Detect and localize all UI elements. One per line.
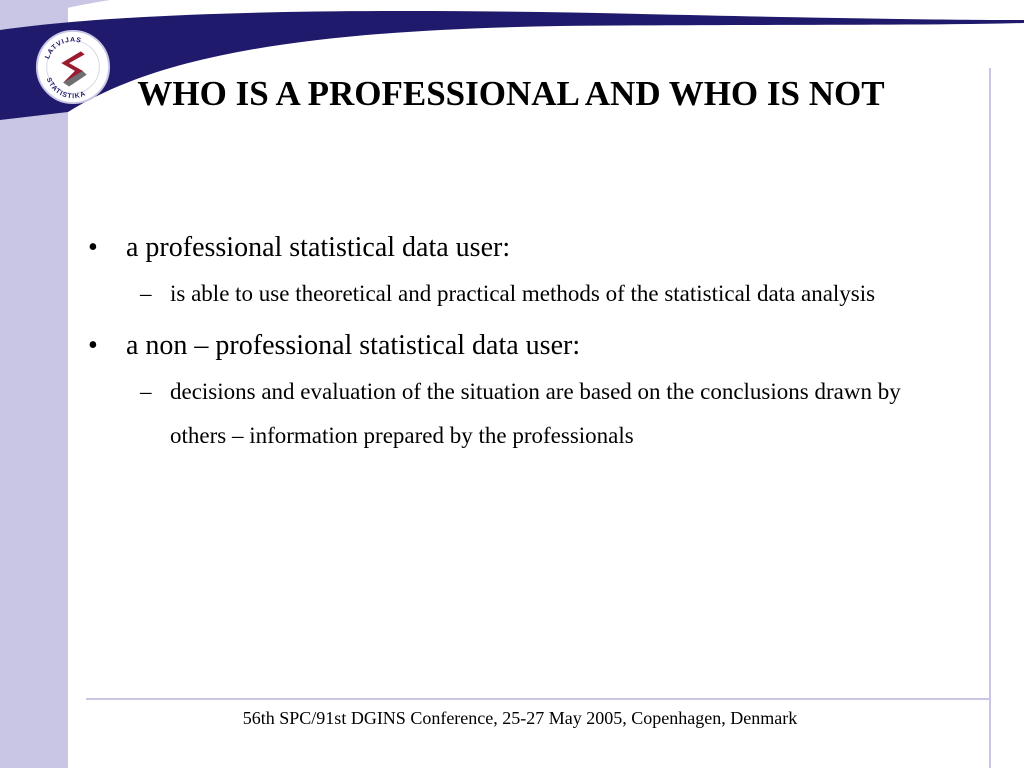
bullet-text: a non – professional statistical data user: <box>126 330 581 361</box>
sub-bullet-text: decisions and evaluation of the situation are based on the conclusions drawn by others – information prepared by the professionals <box>170 379 901 448</box>
footer-divider-line <box>86 698 990 700</box>
sub-bullet-text: is able to use theoretical and practical methods of the statistical data analysis <box>170 281 876 306</box>
slide-footer: 56th SPC/91st DGINS Conference, 25-27 May 2005, Copenhagen, Denmark <box>242 708 798 728</box>
bullet-text: a professional statistical data user: <box>126 232 511 263</box>
dash-mark: – <box>140 379 152 404</box>
slide-title: WHO IS A PROFESSIONAL AND WHO IS NOT <box>137 74 885 113</box>
dash-mark: – <box>140 281 152 306</box>
bullet-item <box>88 226 908 270</box>
bullet-mark: • <box>88 232 98 263</box>
bullet-mark: • <box>88 330 98 361</box>
svg-text:STATISTIKA: STATISTIKA <box>44 76 88 101</box>
bullet-item <box>88 324 908 368</box>
right-divider-line <box>989 68 991 768</box>
sub-bullet-item <box>88 370 908 458</box>
sub-bullet-item <box>88 272 908 316</box>
svg-text:LATVIJAS: LATVIJAS <box>44 36 83 61</box>
slide-body <box>88 226 908 466</box>
